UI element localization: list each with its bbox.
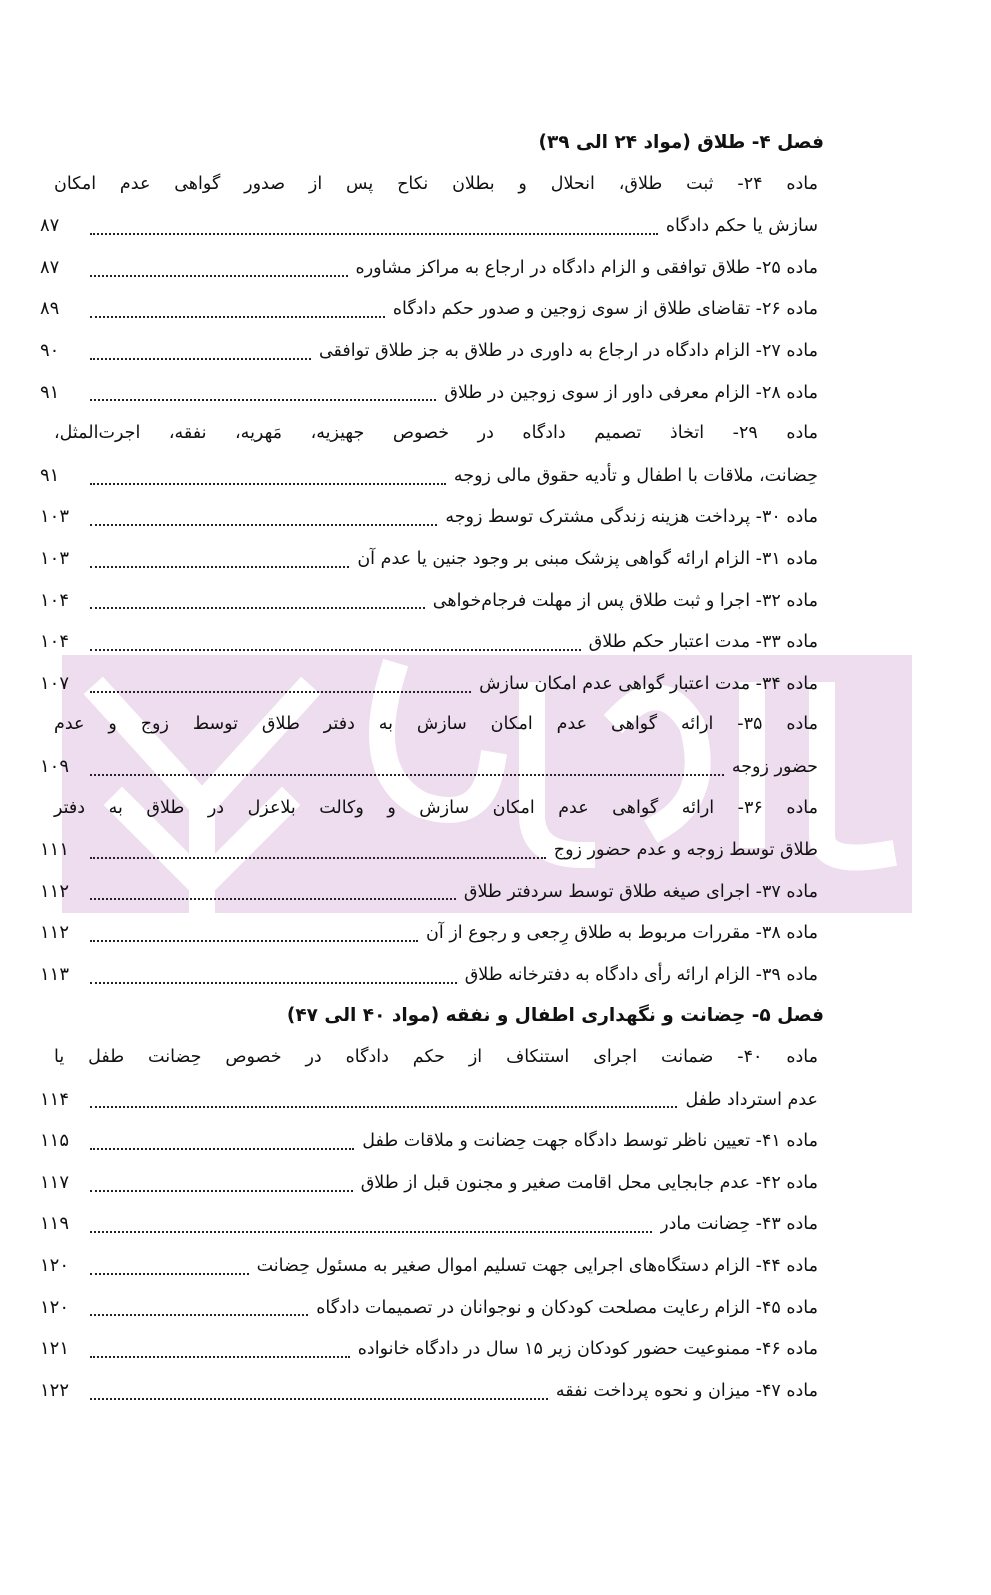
toc-entry-title: ماده ۴۷- میزان و نحوه پرداخت نفقه [555,1380,818,1401]
toc-entry[interactable] [40,164,818,206]
toc-entry-title: ماده ۳۱- الزام ارائه گواهی پزشک مبنی بر وجود جنین یا عدم آن [357,548,818,569]
toc-entry-title: سازش یا حکم دادگاه [665,216,818,237]
toc-entry-title: ماده ۳۴- مدت اعتبار گواهی عدم امکان سازش [479,673,818,694]
dot-leader [90,1273,249,1275]
page-number: ۸۹ [40,298,60,320]
toc-entry[interactable] [40,496,818,538]
dot-leader [90,316,385,318]
dot-leader [90,774,724,776]
toc-entry[interactable] [40,871,818,913]
toc-entry-title: ماده ۳۷- اجرای صیغه طلاق توسط سردفتر طلاق [463,881,818,902]
toc-entry-title: ماده ۲۴- ثبت طلاق، انحلال و بطلان نکاح پس از صدور گواهی عدم امکان [54,173,818,194]
dot-leader [90,1398,548,1400]
toc-entry[interactable] [40,1079,818,1121]
toc-entry[interactable] [40,829,818,871]
toc-entry-title: ماده ۳۰- پرداخت هزینه زندگی مشترک توسط زوجه [445,507,818,528]
page-number: ۱۱۹ [40,1213,70,1235]
page-number: ۱۲۲ [40,1379,70,1401]
page-number: ۱۰۴ [40,631,70,653]
dot-leader [90,940,418,942]
page-number: ۱۰۳ [40,506,70,528]
page-number: ۱۱۲ [40,922,70,944]
toc-entry[interactable] [40,580,818,622]
toc-entry[interactable] [40,1120,818,1162]
page-number: ۱۲۰ [40,1255,70,1277]
toc-entry-title: ماده ۴۰- ضمانت اجرای استنکاف از حکم دادگاه در خصوص حِضانت طفل یا [54,1047,818,1068]
toc-entry[interactable] [40,538,818,580]
toc-entry[interactable] [40,205,818,247]
toc-entry-title: ماده ۳۳- مدت اعتبار حکم طلاق [588,632,818,653]
dot-leader [90,1148,354,1150]
toc-entry-title: ماده ۳۲- اجرا و ثبت طلاق پس از مهلت فرجام‌خواهی [432,590,818,611]
dot-leader [90,483,446,485]
toc-entry[interactable] [40,1370,818,1412]
dot-leader [90,607,425,609]
toc-entry[interactable] [40,1245,818,1287]
dot-leader [90,1106,677,1108]
page-number: ۹۱ [40,464,60,486]
toc-entry-title: ماده ۴۴- الزام دستگاه‌های اجرایی جهت تسلیم اموال صغیر به مسئول حِضانت [256,1256,818,1277]
toc-entry[interactable] [40,413,818,455]
toc-entry[interactable] [40,912,818,954]
page-number: ۱۱۵ [40,1130,70,1152]
toc-entry[interactable] [40,372,818,414]
toc-entry-title: ماده ۴۳- حِضانت مادر [660,1214,818,1235]
page-number: ۹۰ [40,339,60,361]
toc-entry-title: ماده ۳۵- ارائه گواهی عدم امکان سازش به دفتر طلاق توسط زوج و عدم [54,714,818,735]
toc-entry-title: حِضانت، ملاقات با اطفال و تأدیه حقوق مالی زوجه [453,465,818,486]
page-number: ۹۱ [40,381,60,403]
page-number: ۱۱۳ [40,963,70,985]
dot-leader [90,857,546,859]
page-number: ۸۷ [40,256,60,278]
toc-entry-title: ماده ۴۲- عدم جابجایی محل اقامت صغیر و مجنون قبل از طلاق [360,1172,818,1193]
toc-entry-title: ماده ۴۱- تعیین ناظر توسط دادگاه جهت حِضانت و ملاقات طفل [362,1131,818,1152]
toc-entry[interactable] [40,1328,818,1370]
toc-entry[interactable] [40,1037,818,1079]
toc-entry-title: ماده ۲۶- تقاضای طلاق از سوی زوجین و صدور حکم دادگاه [392,299,818,320]
dot-leader [90,898,456,900]
chapter-heading: فصل ۴- طلاق (مواد ۲۴ الی ۳۹) [538,132,824,153]
toc-entry[interactable] [40,621,818,663]
toc-entry-title: ماده ۴۵- الزام رعایت مصلحت کودکان و نوجوانان در تصمیمات دادگاه [316,1297,818,1318]
toc-entry[interactable] [40,455,818,497]
toc-entry-title: طلاق توسط زوجه و عدم حضور زوج [553,840,818,861]
toc-entry-title: ماده ۴۶- ممنوعیت حضور کودکان زیر ۱۵ سال در دادگاه خانواده [357,1339,818,1360]
toc-entry[interactable] [40,288,818,330]
page-number: ۱۱۷ [40,1171,70,1193]
toc-entry-title: ماده ۲۹- اتخاذ تصمیم دادگاه در خصوص جهیزیه، مَهریه، نفقه، اجرت‌المثل، [54,423,818,444]
toc-entry[interactable] [40,1287,818,1329]
toc-entry-title: ماده ۳۹- الزام ارائه رأی دادگاه به دفترخانه طلاق [464,964,818,985]
dot-leader [90,1314,308,1316]
dot-leader [90,691,471,693]
toc-entry[interactable] [40,330,818,372]
toc-entry[interactable] [40,663,818,705]
page-number: ۱۰۷ [40,672,70,694]
page-number: ۱۲۰ [40,1296,70,1318]
dot-leader [90,233,658,235]
toc-entry-title: ماده ۲۷- الزام دادگاه در ارجاع به داوری در طلاق به جز طلاق توافقی [318,340,818,361]
toc-entry-title: ماده ۲۸- الزام معرفی داور از سوی زوجین در طلاق [444,382,818,403]
toc-entry-title: عدم استرداد طفل [685,1089,818,1110]
dot-leader [90,982,457,984]
dot-leader [90,1356,350,1358]
dot-leader [90,275,348,277]
page-number: ۱۰۹ [40,755,70,777]
dot-leader [90,566,349,568]
toc-entry[interactable] [40,247,818,289]
page-number: ۱۱۴ [40,1088,70,1110]
page-number: ۸۷ [40,215,60,237]
table-of-contents [40,122,824,1411]
dot-leader [90,1190,353,1192]
chapter-heading: فصل ۵- حِضانت و نگهداری اطفال و نفقه (مواد ۴۰ الی ۴۷) [286,1005,824,1027]
toc-entry-title: حضور زوجه [731,756,818,777]
toc-entry[interactable] [40,1162,818,1204]
dot-leader [90,524,437,526]
toc-entry[interactable] [40,746,818,788]
toc-entry[interactable] [40,1203,818,1245]
page-number: ۱۰۴ [40,589,70,611]
toc-entry-title: ماده ۳۶- ارائه گواهی عدم امکان سازش و وکالت بلاعزل در طلاق به دفتر [54,797,818,818]
toc-entry[interactable] [40,788,818,830]
toc-entry[interactable] [40,954,818,996]
toc-entry-title: ماده ۳۸- مقررات مربوط به طلاق رِجعی و رجوع از آن [426,923,818,944]
toc-entry-title: ماده ۲۵- طلاق توافقی و الزام دادگاه در ارجاع به مراکز مشاوره [355,257,818,278]
dot-leader [90,1231,652,1233]
dot-leader [90,649,581,651]
page-number: ۱۱۲ [40,880,70,902]
toc-entry[interactable] [40,704,818,746]
page-number: ۱۲۱ [40,1338,70,1360]
page-number: ۱۱۱ [40,839,70,861]
page-number: ۱۰۳ [40,547,70,569]
dot-leader [90,399,436,401]
dot-leader [90,358,311,360]
